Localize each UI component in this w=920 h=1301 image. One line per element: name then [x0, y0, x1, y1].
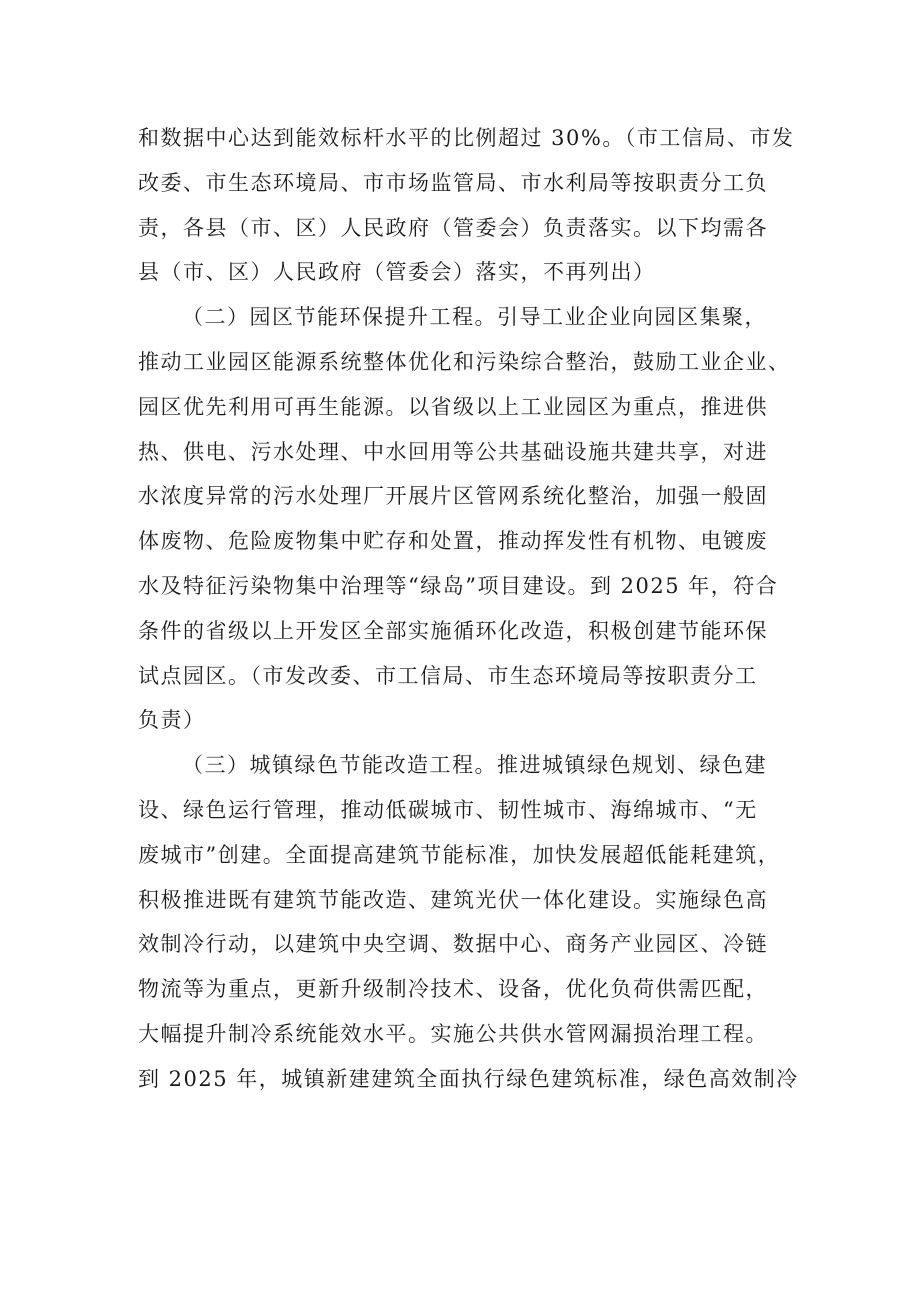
- text-line: 责，各县（市、区）人民政府（管委会）负责落实。以下均需各: [138, 215, 768, 240]
- text-line: 和数据中心达到能效标杆水平的比例超过 30%。（市工信局、市发: [138, 126, 795, 150]
- paragraph-2-first-line: （二）园区节能环保提升工程。引导工业企业向园区集聚，: [182, 305, 767, 330]
- text-line: 水浓度异常的污水处理厂开展片区管网系统化整治，加强一般固: [138, 484, 768, 509]
- text-line: 物流等为重点，更新升级制冷技术、设备，优化负荷供需匹配，: [138, 977, 768, 1002]
- text-line: 园区优先利用可再生能源。以省级以上工业园区为重点，推进供: [138, 394, 768, 419]
- text-line: 效制冷行动，以建筑中央空调、数据中心、商务产业园区、冷链: [138, 932, 768, 957]
- text-line: 热、供电、污水处理、中水回用等公共基础设施共建共享，对进: [138, 439, 768, 464]
- text-line: 县（市、区）人民政府（管委会）落实，不再列出）: [138, 260, 656, 285]
- text-line: 体废物、危险废物集中贮存和处置，推动挥发性有机物、电镀废: [138, 529, 768, 554]
- text-line: 设、绿色运行管理，推动低碳城市、韧性城市、海绵城市、“无: [138, 797, 758, 822]
- text-line: 试点园区。（市发改委、市工信局、市生态环境局等按职责分工: [138, 663, 758, 688]
- document-body: [138, 116, 798, 1102]
- text-line: 大幅提升制冷系统能效水平。实施公共供水管网漏损治理工程。: [138, 1021, 768, 1046]
- text-line: 到 2025 年，城镇新建建筑全面执行绿色建筑标准，绿色高效制冷: [138, 1066, 799, 1091]
- paragraph-3-first-line: （三）城镇绿色节能改造工程。推进城镇绿色规划、绿色建: [182, 753, 767, 778]
- text-line: 负责）: [138, 708, 206, 733]
- text-line: 条件的省级以上开发区全部实施循环化改造，积极创建节能环保: [138, 618, 768, 643]
- text-line: 推动工业园区能源系统整体优化和污染综合整治，鼓励工业企业、: [138, 349, 791, 374]
- text-line: 废城市”创建。全面提高建筑节能标准，加快发展超低能耗建筑，: [138, 842, 781, 867]
- text-line: 水及特征污染物集中治理等“绿岛”项目建设。到 2025 年，符合: [138, 573, 779, 598]
- text-line: 积极推进既有建筑节能改造、建筑光伏一体化建设。实施绿色高: [138, 887, 768, 912]
- text-line: 改委、市生态环境局、市市场监管局、市水利局等按职责分工负: [138, 170, 768, 195]
